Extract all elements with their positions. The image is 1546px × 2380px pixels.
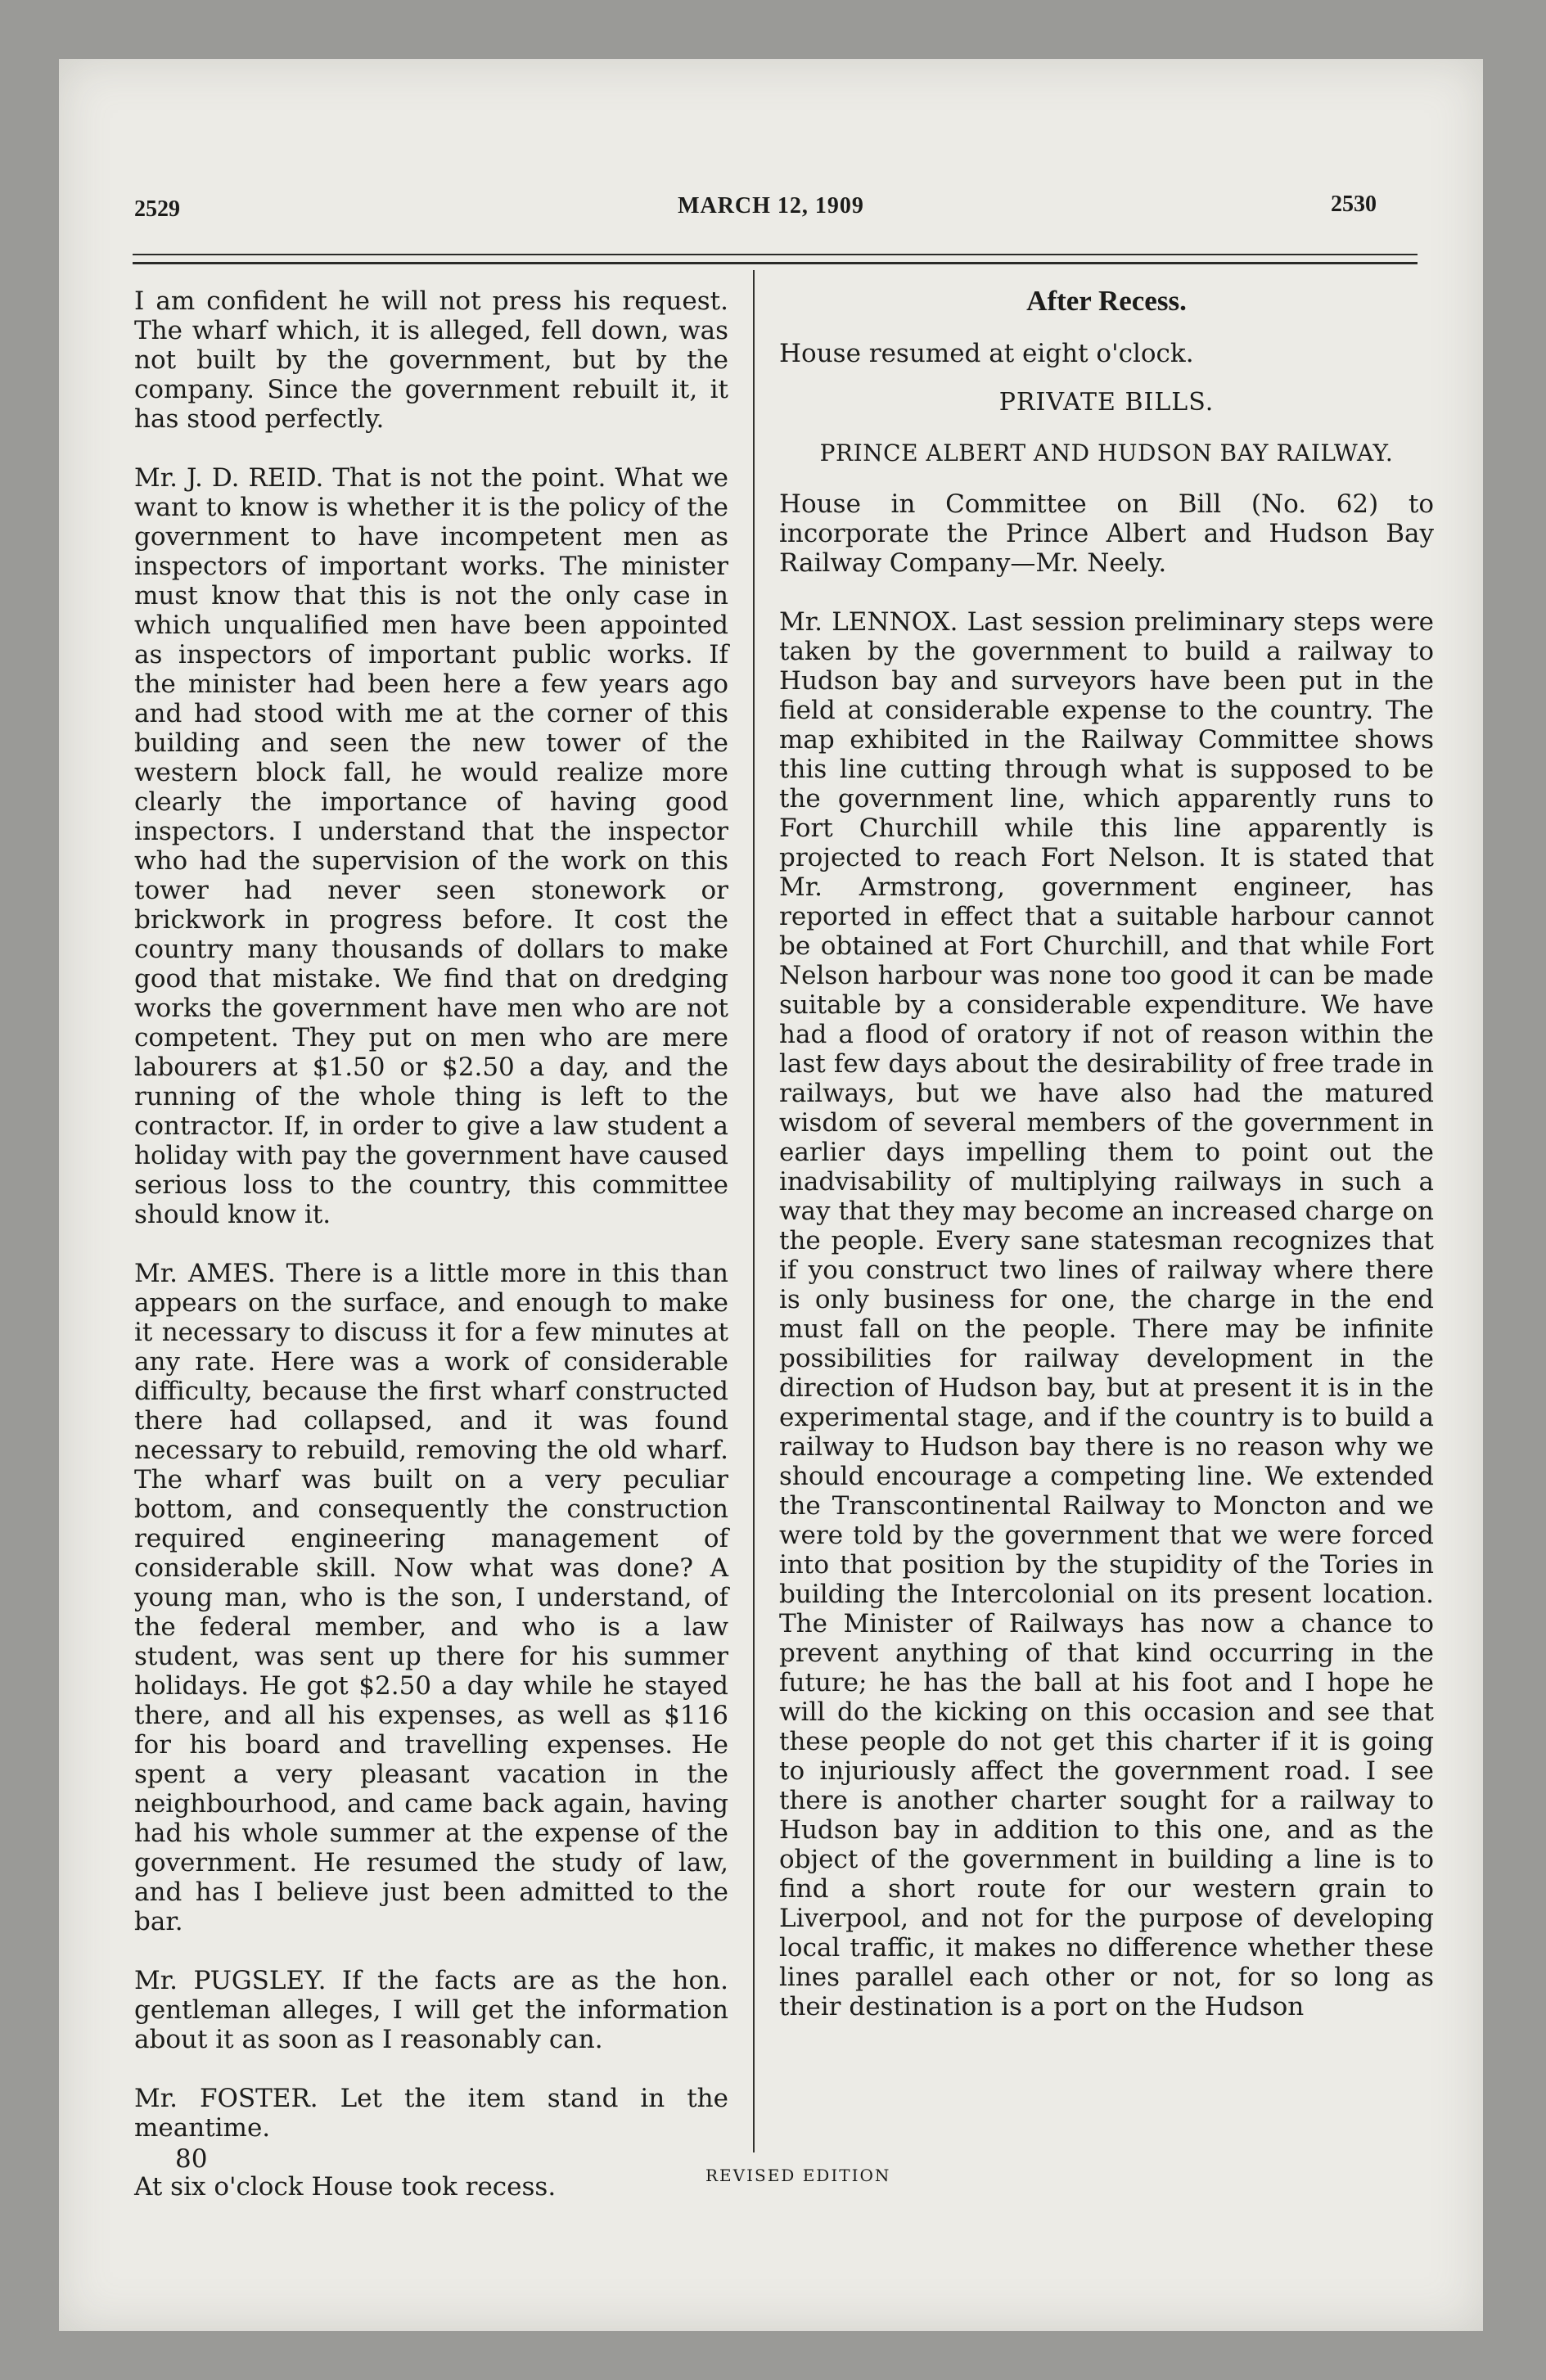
paragraph: I am confident he will not press his request. The wharf which, it is alleged, fell down, was not built by the government, but by the company. Since the government rebuilt it, it has stood perfectly. <box>134 286 728 434</box>
left-column <box>134 286 728 2231</box>
header-date: MARCH 12, 1909 <box>678 193 864 219</box>
paragraph: Mr. FOSTER. Let the item stand in the meantime. <box>134 2084 728 2143</box>
paragraph: House in Committee on Bill (No. 62) to incorporate the Prince Albert and Hudson Bay Railway Company—Mr. Neely. <box>779 489 1434 578</box>
column-divider <box>753 270 755 2152</box>
section-heading-after-recess: After Recess. <box>1026 285 1187 317</box>
section-heading-private-bills: PRIVATE BILLS. <box>998 388 1215 417</box>
paragraph: Mr. J. D. REID. That is not the point. What we want to know is whether it is the policy of the government to have incompetent men as inspectors of important works. The minister must know that this is not the only case in which unqualified men have been appointed as inspectors of important public works. If the minister had been here a few years ago and had stood with me at the corner of this building and seen the new tower of the western block fall, he would realize more clearly the importance of having good inspectors. I understand that the inspector who had the supervision of the work on this tower had never seen stonework or brickwork in progress before. It cost the country many thousands of dollars to make good that mistake. We find that on dredging works the government have men who are not competent. They put on men who are mere labourers at $1.50 or $2.50 a day, and the running of the whole thing is left to the contractor. If, in order to give a law student a holiday with pay the government have caused serious loss to the country, this committee should know it. <box>134 463 728 1229</box>
section-heading-railway: PRINCE ALBERT AND HUDSON BAY RAILWAY. <box>819 439 1394 467</box>
left-page-number: 2529 <box>134 196 180 222</box>
paragraph: At six o'clock House took recess. <box>134 2172 557 2202</box>
edition-label: REVISED EDITION <box>705 2166 891 2185</box>
paragraph: Mr. AMES. There is a little more in this than appears on the surface, and enough to make it necessary to discuss it for a few minutes at any rate. Here was a work of considerable difficulty, because the first wharf constructed there had collapsed, and it was found necessary to rebuild, removing the old wharf. The wharf was built on a very peculiar bottom, and consequently the construction required engineering management of considerable skill. Now what was done? A young man, who is the son, I understand, of the federal member, and who is a law student, was sent up there for his summer holidays. He got $2.50 a day while he stayed there, and all his expenses, as well as $116 for his board and travelling expenses. He spent a very pleasant vacation in the neighbourhood, and came back again, having had his whole summer at the expense of the government. He resumed the study of law, and has I believe just been admitted to the bar. <box>134 1259 728 1936</box>
paragraph: Mr. LENNOX. Last session preliminary steps were taken by the government to build a railway to Hudson bay and surveyors have been put in the field at considerable expense to the country. The map exhibited in the Railway Committee shows this line cutting through what is supposed to be the government line, which apparently runs to Fort Churchill while this line apparently is projected to reach Fort Nelson. It is stated that Mr. Armstrong, government engineer, has reported in effect that a suitable harbour cannot be obtained at Fort Churchill, and that while Fort Nelson harbour was none too good it can be made suitable by a considerable expenditure. We have had a flood of oratory if not of reason within the last few days about the desirability of free trade in railways, but we have also had the matured wisdom of several members of the government in earlier days impelling them to point out the inadvisability of multiplying railways in such a way that they may become an increased charge on the people. Every sane statesman recognizes that if you construct two lines of railway where there is only business for one, the charge in the end must fall on the people. There may be infinite possibilities for railway development in the direction of Hudson bay, but at present it is in the experimental stage, and if the country is to build a railway to Hudson bay there is no reason why we should encourage a competing line. We extended the Transcontinental Railway to Moncton and we were told by the government that we were forced into that position by the stupidity of the Tories in building the Intercolonial on its present location. The Minister of Railways has now a chance to prevent anything of that kind occurring in the future; he has the ball at his foot and I hope he will do the kicking on this occasion and see that these people do not get this charter if it is going to injuriously affect the government road. I see there is another charter sought for a railway to Hudson bay in addition to this one, and as the object of the government in building a line is to find a short route for our western grain to Liverpool, and not for the purpose of developing local traffic, it makes no difference whether these lines parallel each other or not, for so long as their destination is a port on the Hudson <box>779 607 1434 2022</box>
right-column <box>779 286 1434 2051</box>
signature-number: 80 <box>175 2144 208 2174</box>
header-rule-thick <box>133 262 1418 264</box>
right-page-number: 2530 <box>1331 192 1377 217</box>
header-rule-thin <box>133 254 1418 255</box>
paragraph: House resumed at eight o'clock. <box>779 339 1194 368</box>
paragraph: Mr. PUGSLEY. If the facts are as the hon. gentleman alleges, I will get the information about it as soon as I reasonably can. <box>134 1966 728 2054</box>
document-page <box>59 59 1483 2331</box>
